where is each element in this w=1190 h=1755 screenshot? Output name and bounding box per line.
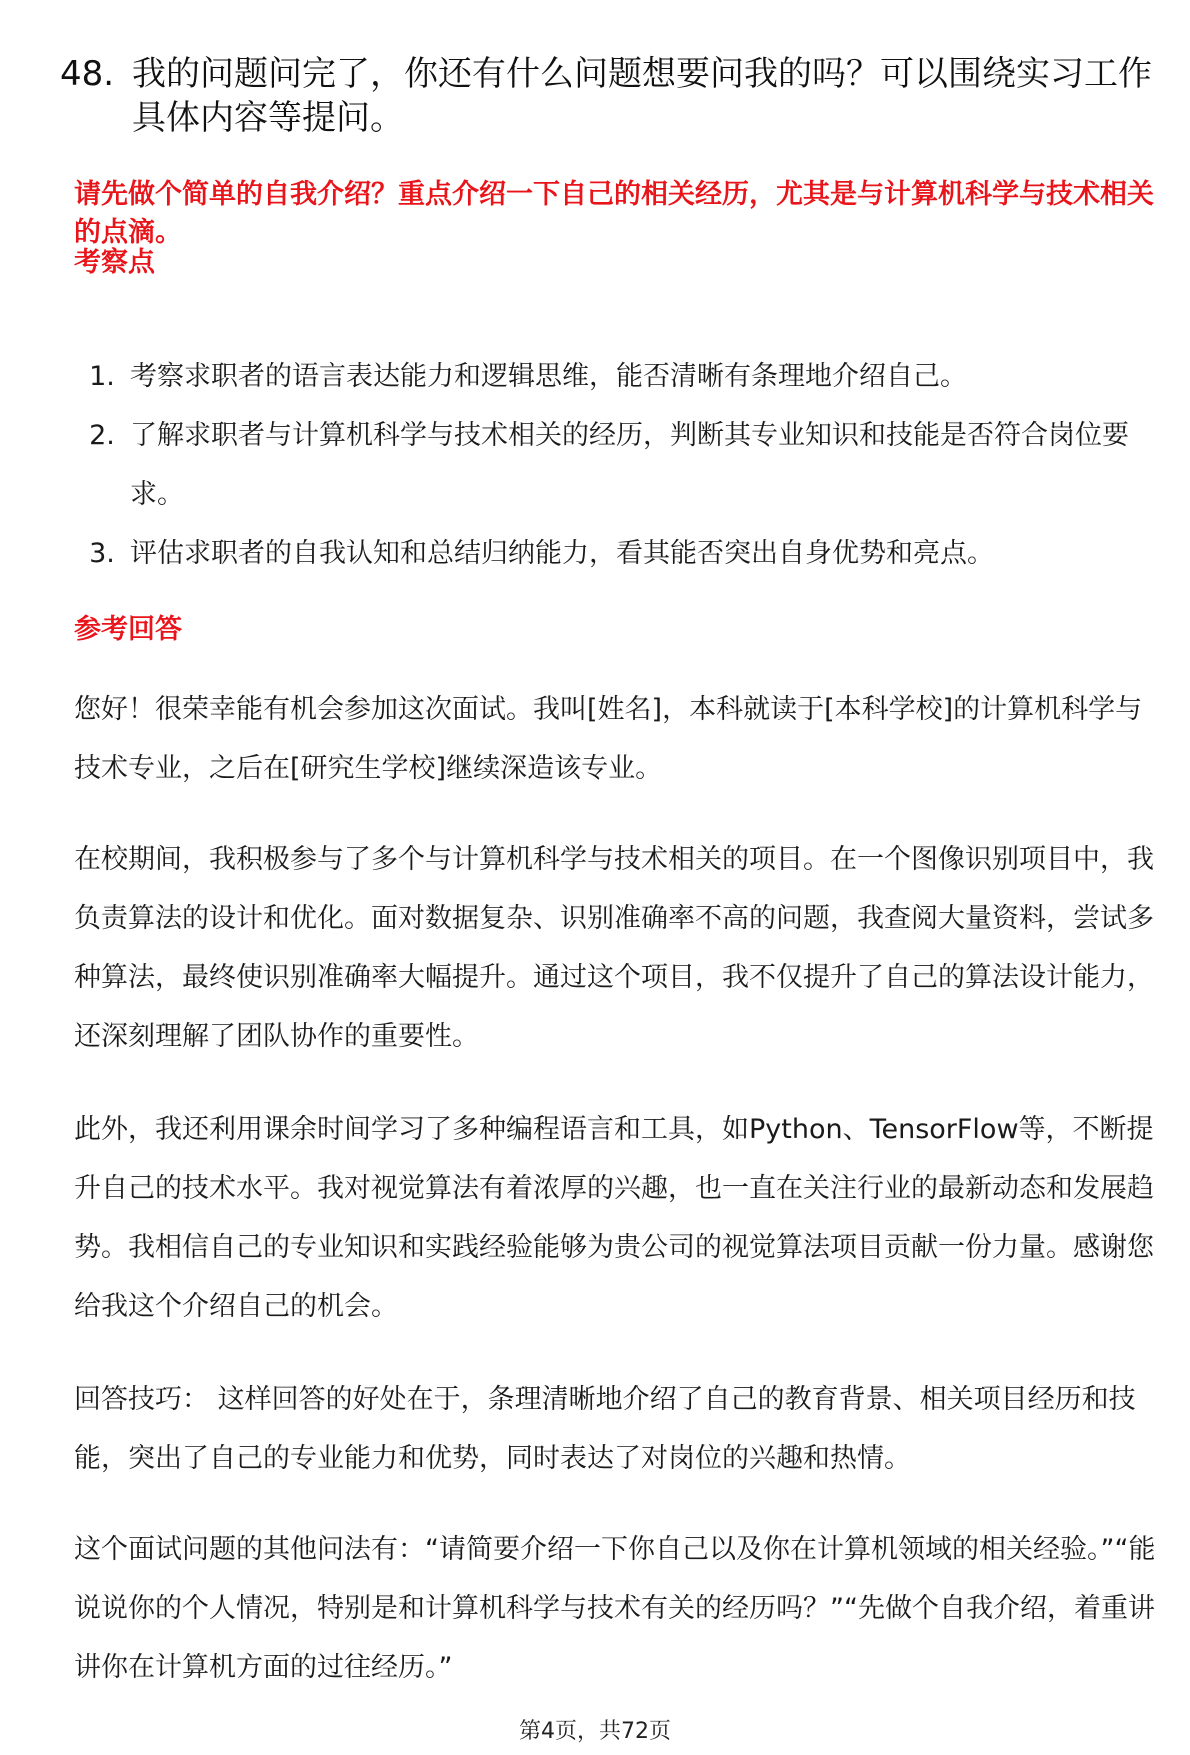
list-item [74,406,1164,524]
answer-paragraph-projects: 在校期间，我积极参与了多个与计算机科学与技术相关的项目。在一个图像识别项目中，我负责算法的设计和优化。面对数据复杂、识别准确率不高的问题，我查阅大量资料，尝试多种算法，最终使识别准确率大幅提升。通过这个项目，我不仅提升了自己的算法设计能力，还深刻理解了团队协作的重要性。 [74,844,1154,1052]
answer-paragraph-skills: 此外，我还利用课余时间学习了多种编程语言和工具，如Python、TensorFlow等，不断提升自己的技术水平。我对视觉算法有着浓厚的兴趣，也一直在关注行业的最新动态和发展趋势。我相信自己的专业知识和实践经验能够为贵公司的视觉算法项目贡献一份力量。感谢您给我这个介绍自己的机会。 [74,1114,1154,1322]
question-text: 我的问题问完了，你还有什么问题想要问我的吗？可以围绕实习工作具体内容等提问。 [132,54,1152,138]
highlighted-question: 请先做个简单的自我介绍？重点介绍一下自己的相关经历，尤其是与计算机科学与技术相关的点滴。 [74,179,1154,248]
reference-answer-heading: 参考回答 [74,614,182,645]
list-item-text: 评估求职者的自我认知和总结归纳能力，看其能否突出自身优势和亮点。 [130,538,994,569]
list-item [74,347,1164,406]
answer-paragraph-intro: 您好！很荣幸能有机会参加这次面试。我叫[姓名]，本科就读于[本科学校]的计算机科学与技术专业，之后在[研究生学校]继续深造该专业。 [74,694,1143,784]
list-item-text: 了解求职者与计算机科学与技术相关的经历，判断其专业知识和技能是否符合岗位要求。 [130,420,1129,510]
page-footer: 第4页，共72页 [519,1719,671,1744]
list-item-number: 3. [89,538,115,569]
list-item-number: 1. [89,361,115,392]
list-item-text: 考察求职者的语言表达能力和逻辑思维，能否清晰有条理地介绍自己。 [130,361,967,392]
question-number: 48. [60,54,115,94]
exam-points-heading: 考察点 [74,247,155,278]
alternative-questions: 这个面试问题的其他问法有：“请简要介绍一下你自己以及你在计算机领域的相关经验。”“能说说你的个人情况，特别是和计算机科学与技术有关的经历吗？”“先做个自我介绍，着重讲讲你在计算机方面的过往经历。” [74,1534,1156,1683]
question-title [60,52,1160,140]
list-item [74,524,1164,583]
list-item-number: 2. [89,420,115,451]
exam-points-list [74,347,1164,583]
answer-tips: 回答技巧： 这样回答的好处在于，条理清晰地介绍了自己的教育背景、相关项目经历和技能，突出了自己的专业能力和优势，同时表达了对岗位的兴趣和热情。 [74,1384,1136,1474]
